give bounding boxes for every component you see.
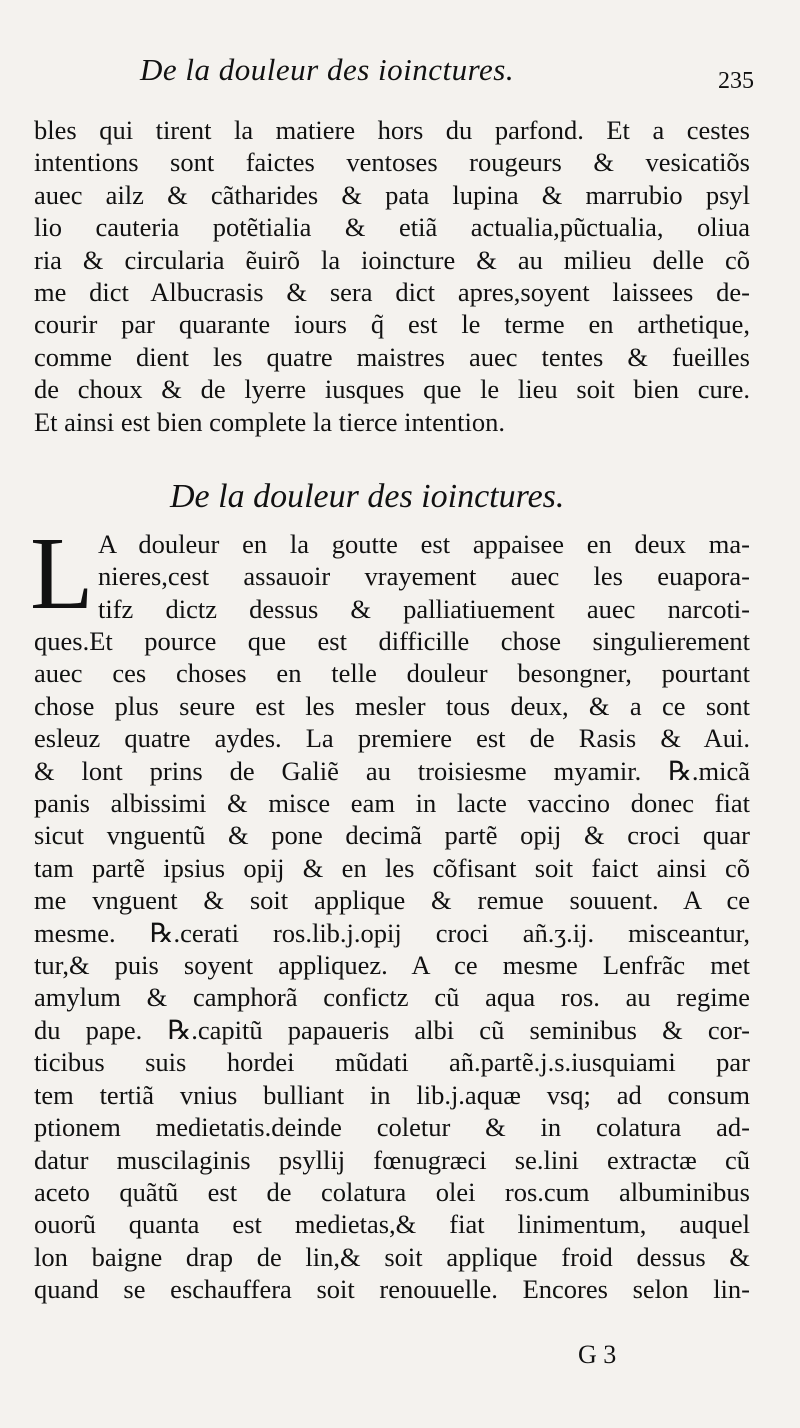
drop-cap: L [30, 516, 94, 631]
text-line: ria & circularia ẽuirõ la ioincture & au milieu delle cõ [34, 244, 750, 275]
text-line: Et ainsi est bien complete la tierce intention. [34, 406, 505, 437]
text-line: lon baigne drap de lin,& soit applique froid dessus & [34, 1241, 750, 1272]
text-line: ques.Et pource que est difficille chose singulierement [34, 626, 750, 656]
text-line: courir par quarante iours q̃ est le terme en arthetique, [34, 309, 750, 340]
section-heading: De la douleur des ioinctures. [170, 478, 565, 515]
text-line: ptionem medietatis.deinde coletur & in colatura ad- [34, 1112, 750, 1143]
paragraph-continued [34, 114, 750, 438]
signature-mark: G 3 [578, 1340, 617, 1369]
page-number: 235 [718, 68, 754, 94]
text-line: aceto quãtũ est de colatura olei ros.cum albuminibus [34, 1176, 750, 1207]
paragraph-body [34, 625, 750, 1306]
text-line: & lont prins de Galiẽ au troisiesme myamir. ℞.micã [34, 755, 750, 786]
running-head: De la douleur des ioinctures. [140, 52, 515, 87]
text-line: me dict Albucrasis & sera dict apres,soyent laissees de- [34, 277, 750, 308]
text-line: amylum & camphorã confictz cũ aqua ros. au regime [34, 982, 750, 1013]
text-line: me vnguent & soit applique & remue souuent. A ce [34, 885, 750, 916]
text-line: bles qui tirent la matiere hors du parfond. Et a cestes [34, 115, 750, 145]
text-line: auec ces choses en telle douleur besongner, pourtant [34, 658, 750, 689]
text-line: du pape. ℞.capitũ papaueris albi cũ seminibus & cor- [34, 1014, 750, 1045]
text-line: comme dient les quatre maistres auec tentes & fueilles [34, 341, 750, 372]
text-line: nieres,cest assauoir vrayement auec les euapora- [98, 561, 750, 592]
text-line: tem tertiã vnius bulliant in lib.j.aquæ vsq; ad consum [34, 1079, 750, 1110]
text-line: panis albissimi & misce eam in lacte vaccino donec fiat [34, 788, 750, 819]
text-line: tur,& puis soyent appliquez. A ce mesme Lenfrãc met [34, 950, 750, 981]
text-line: de choux & de lyerre iusques que le lieu soit bien cure. [34, 374, 750, 405]
text-line: tam partẽ ipsius opij & en les cõfisant soit faict ainsi cõ [34, 852, 750, 883]
text-line: esleuz quatre aydes. La premiere est de Rasis & Aui. [34, 723, 750, 754]
text-line: tifz dictz dessus & palliatiuement auec narcoti- [98, 593, 750, 624]
text-line: datur muscilaginis psyllij fœnugræci se.lini extractæ cũ [34, 1144, 750, 1175]
text-line: ouorũ quanta est medietas,& fiat linimentum, auquel [34, 1209, 750, 1240]
text-line: intentions sont faictes ventoses rougeurs & vesicatiõs [34, 147, 750, 178]
text-line: lio cauteria potẽtialia & etiã actualia,pũctualia, oliua [34, 212, 750, 243]
text-line: A douleur en la goutte est appaisee en deux ma- [98, 529, 750, 559]
text-line: auec ailz & cãtharides & pata lupina & marrubio psyl [34, 179, 750, 210]
text-line: mesme. ℞.cerati ros.lib.j.opij croci añ.ʒ.ij. misceantur, [34, 917, 750, 948]
text-line: quand se eschauffera soit renouuelle. Encores selon lin- [34, 1274, 750, 1305]
paragraph-opening [98, 528, 750, 625]
text-line: chose plus seure est les mesler tous deux, & a ce sont [34, 690, 750, 721]
text-line: ticibus suis hordei mũdati añ.partẽ.j.s.iusquiami par [34, 1047, 750, 1078]
text-line: sicut vnguentũ & pone decimã partẽ opij & croci quar [34, 820, 750, 851]
